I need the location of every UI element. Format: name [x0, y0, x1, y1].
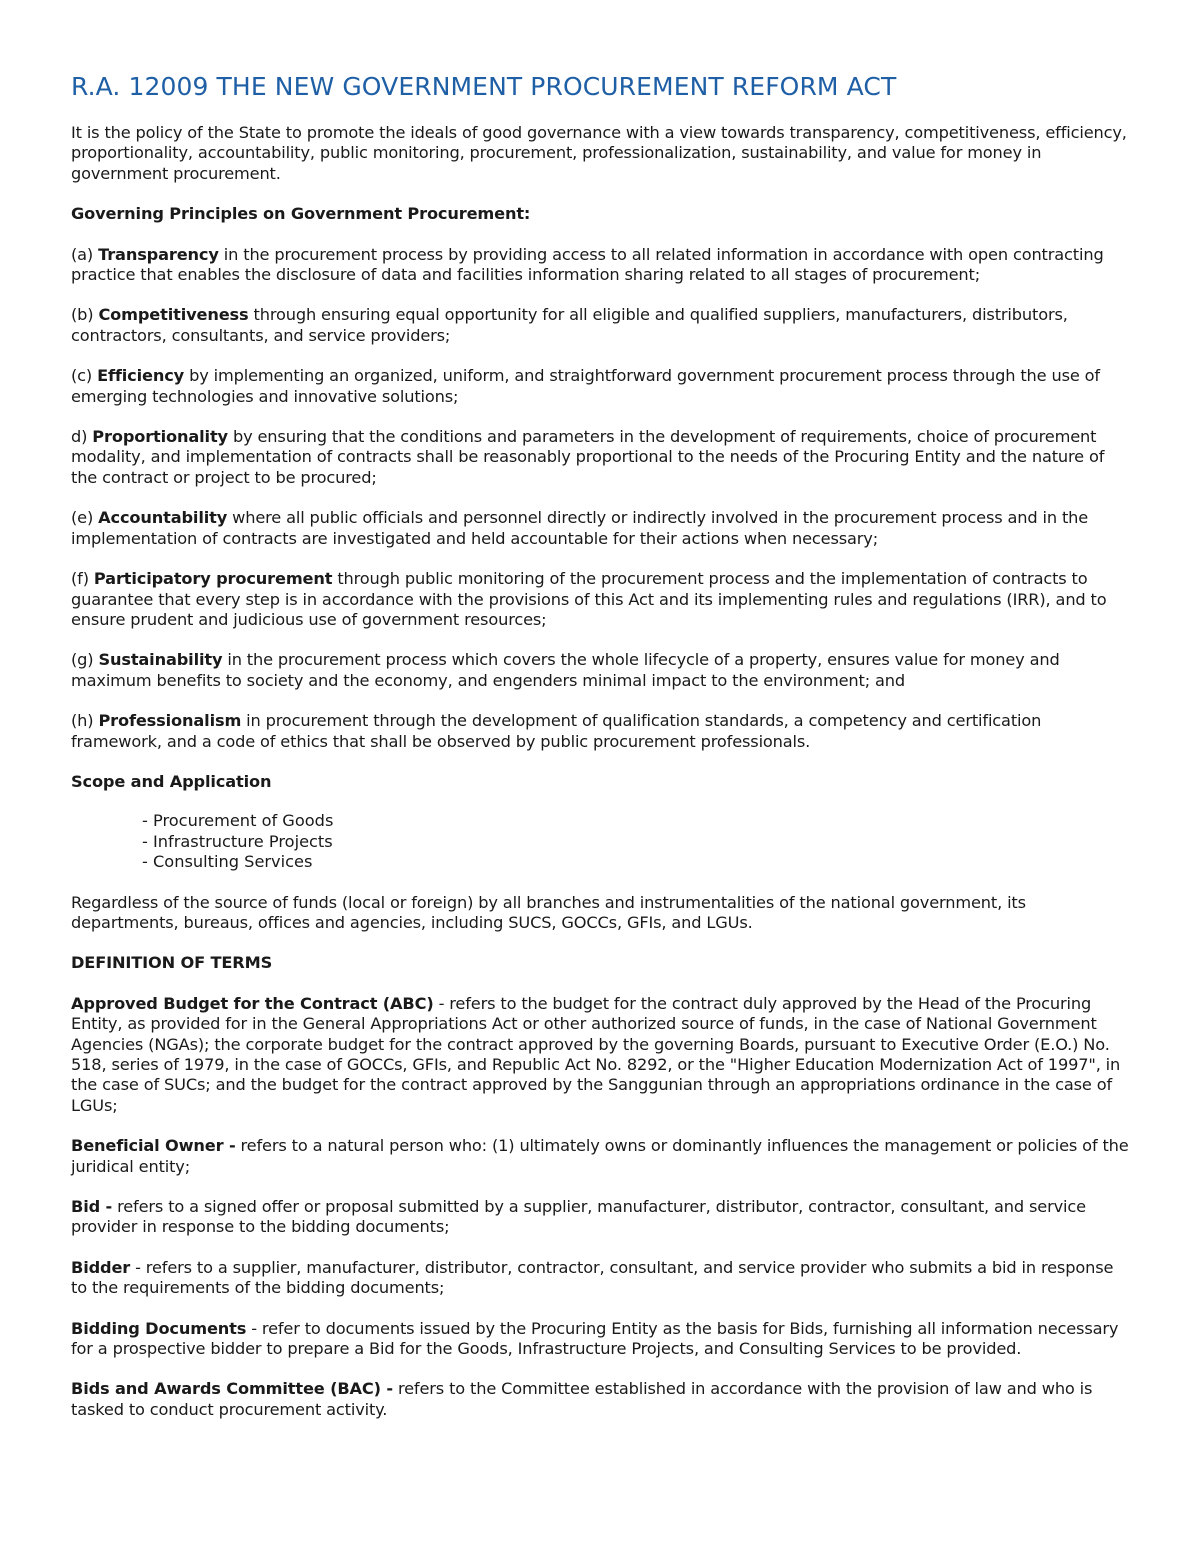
principle-marker: (g) [71, 650, 99, 670]
definition-term: Bid - [71, 1197, 113, 1217]
scope-list-item: - Infrastructure Projects [142, 831, 333, 851]
principle-term: Proportionality [92, 427, 228, 447]
principle-item-proportionality [71, 427, 1131, 488]
principle-item-sustainability [71, 650, 1131, 691]
policy-intro: It is the policy of the State to promote the ideals of good governance with a view towards transparency, competitiveness, efficiency, proportionality, accountability, public monitoring, procurement, professionalization, sustainability, and value for money in government procurement. [71, 123, 1127, 183]
scope-list-item: - Consulting Services [142, 852, 313, 872]
principle-text: in the procurement process which covers the whole lifecycle of a property, ensures value for money and maximum benefits to society and the economy, and engenders minimal impact to the environment; and [71, 650, 1060, 690]
definition-text: - refers to a supplier, manufacturer, distributor, contractor, consultant, and service provider who submits a bid in response to the requirements of the bidding documents; [71, 1257, 1114, 1298]
principle-term: Participatory procurement [93, 569, 333, 589]
principle-marker: (b) [71, 305, 99, 325]
principle-text: through public monitoring of the procurement process and the implementation of contracts to guarantee that every step is in accordance with the provisions of this Act and its implementing rules and regulations (IRR), and to ensure prudent and judicious use of government resources; [71, 569, 1107, 629]
definition-text: refers to the Committee established in accordance with the provision of law and who is tasked to conduct procurement activity. [71, 1379, 1093, 1419]
scope-list-item: - Procurement of Goods [142, 811, 334, 831]
principle-text: by ensuring that the conditions and parameters in the development of requirements, choice of procurement modality, and implementation of contracts shall be reasonably proportional to the needs of the Procuring Entity and the nature of the contract or project to be procured; [71, 427, 1105, 487]
definition-item-abc [71, 994, 1131, 1116]
principle-term: Professionalism [98, 711, 242, 731]
principle-term: Sustainability [98, 650, 223, 670]
scope-list [71, 811, 1131, 872]
document-title: R.A. 12009 THE NEW GOVERNMENT PROCUREMENT REFORM ACT [71, 72, 897, 101]
principle-item-professionalism [71, 711, 1131, 752]
principle-term: Efficiency [97, 366, 185, 386]
definition-item-beneficial-owner [71, 1136, 1131, 1177]
principle-item-participatory-procurement [71, 569, 1131, 630]
principle-term: Competitiveness [98, 305, 249, 325]
principles-heading: Governing Principles on Government Procurement: [71, 204, 531, 224]
principle-text: where all public officials and personnel directly or indirectly involved in the procurement process and in the implementation of contracts are investigated and held accountable for their actions when necessary; [71, 508, 1089, 548]
definition-term: Bids and Awards Committee (BAC) - [71, 1379, 393, 1399]
definition-text: - refer to documents issued by the Procuring Entity as the basis for Bids, furnishing all information necessary for a prospective bidder to prepare a Bid for the Goods, Infrastructure Projects, and Consulting Services to be provided. [71, 1318, 1119, 1359]
principle-marker: (e) [71, 508, 99, 528]
definition-item-bidder [71, 1258, 1131, 1299]
definition-item-bid [71, 1197, 1131, 1238]
definition-text: refers to a natural person who: (1) ultimately owns or dominantly influences the management or policies of the juridical entity; [71, 1136, 1129, 1176]
definition-text: - refers to the budget for the contract duly approved by the Head of the Procuring Entity, as provided for in the General Appropriations Act or other authorized source of funds, in the case of National Government Agencies (NGAs); the corporate budget for the contract approved by the governing Boards, pursuant to Executive Order (E.O.) No. 518, series of 1979, in the case of GOCCs, GFIs, and Republic Act No. 8292, or the "Higher Education Modernization Act of 1997", in the case of SUCs; and the budget for the contract approved by the Sanggunian through an appropriations ordinance in the case of LGUs; [71, 993, 1121, 1115]
principle-item-transparency [71, 245, 1131, 286]
principle-marker: (a) [71, 244, 99, 264]
scope-heading: Scope and Application [71, 771, 272, 791]
definition-text: refers to a signed offer or proposal submitted by a supplier, manufacturer, distributor, contractor, consultant, and service provider in response to the bidding documents; [71, 1197, 1086, 1237]
principle-item-efficiency [71, 366, 1131, 407]
definitions-heading: DEFINITION OF TERMS [71, 953, 273, 973]
principle-term: Transparency [98, 244, 219, 264]
principle-item-accountability [71, 508, 1131, 549]
principle-text: in procurement through the development of qualification standards, a competency and certification framework, and a code of ethics that shall be observed by public procurement professionals. [71, 711, 1042, 751]
definition-item-bidding-documents [71, 1319, 1131, 1360]
document-page [71, 70, 1131, 1440]
definition-item-bac [71, 1379, 1131, 1420]
principle-text: through ensuring equal opportunity for all eligible and qualified suppliers, manufacturers, distributors, contractors, consultants, and service providers; [71, 305, 1068, 345]
definition-term: Beneficial Owner - [71, 1136, 236, 1156]
principle-item-competitiveness [71, 305, 1131, 346]
principle-text: by implementing an organized, uniform, and straightforward government procurement process through the use of emerging technologies and innovative solutions; [71, 366, 1100, 406]
scope-note: Regardless of the source of funds (local or foreign) by all branches and instrumentalities of the national government, its departments, bureaus, offices and agencies, including SUCS, GOCCs, GFIs, and LGUs. [71, 892, 1026, 932]
definition-term: Bidder [71, 1257, 131, 1277]
principle-marker: (f) [71, 569, 94, 589]
principle-term: Accountability [98, 508, 228, 528]
principle-marker: (c) [71, 366, 98, 386]
principle-marker: d) [71, 427, 93, 447]
definition-term: Bidding Documents [71, 1318, 247, 1338]
principle-marker: (h) [71, 711, 99, 731]
definition-term: Approved Budget for the Contract (ABC) [71, 993, 434, 1013]
principle-text: in the procurement process by providing access to all related information in accordance with open contracting practice that enables the disclosure of data and facilities information sharing related to all stages of procurement; [71, 244, 1104, 285]
